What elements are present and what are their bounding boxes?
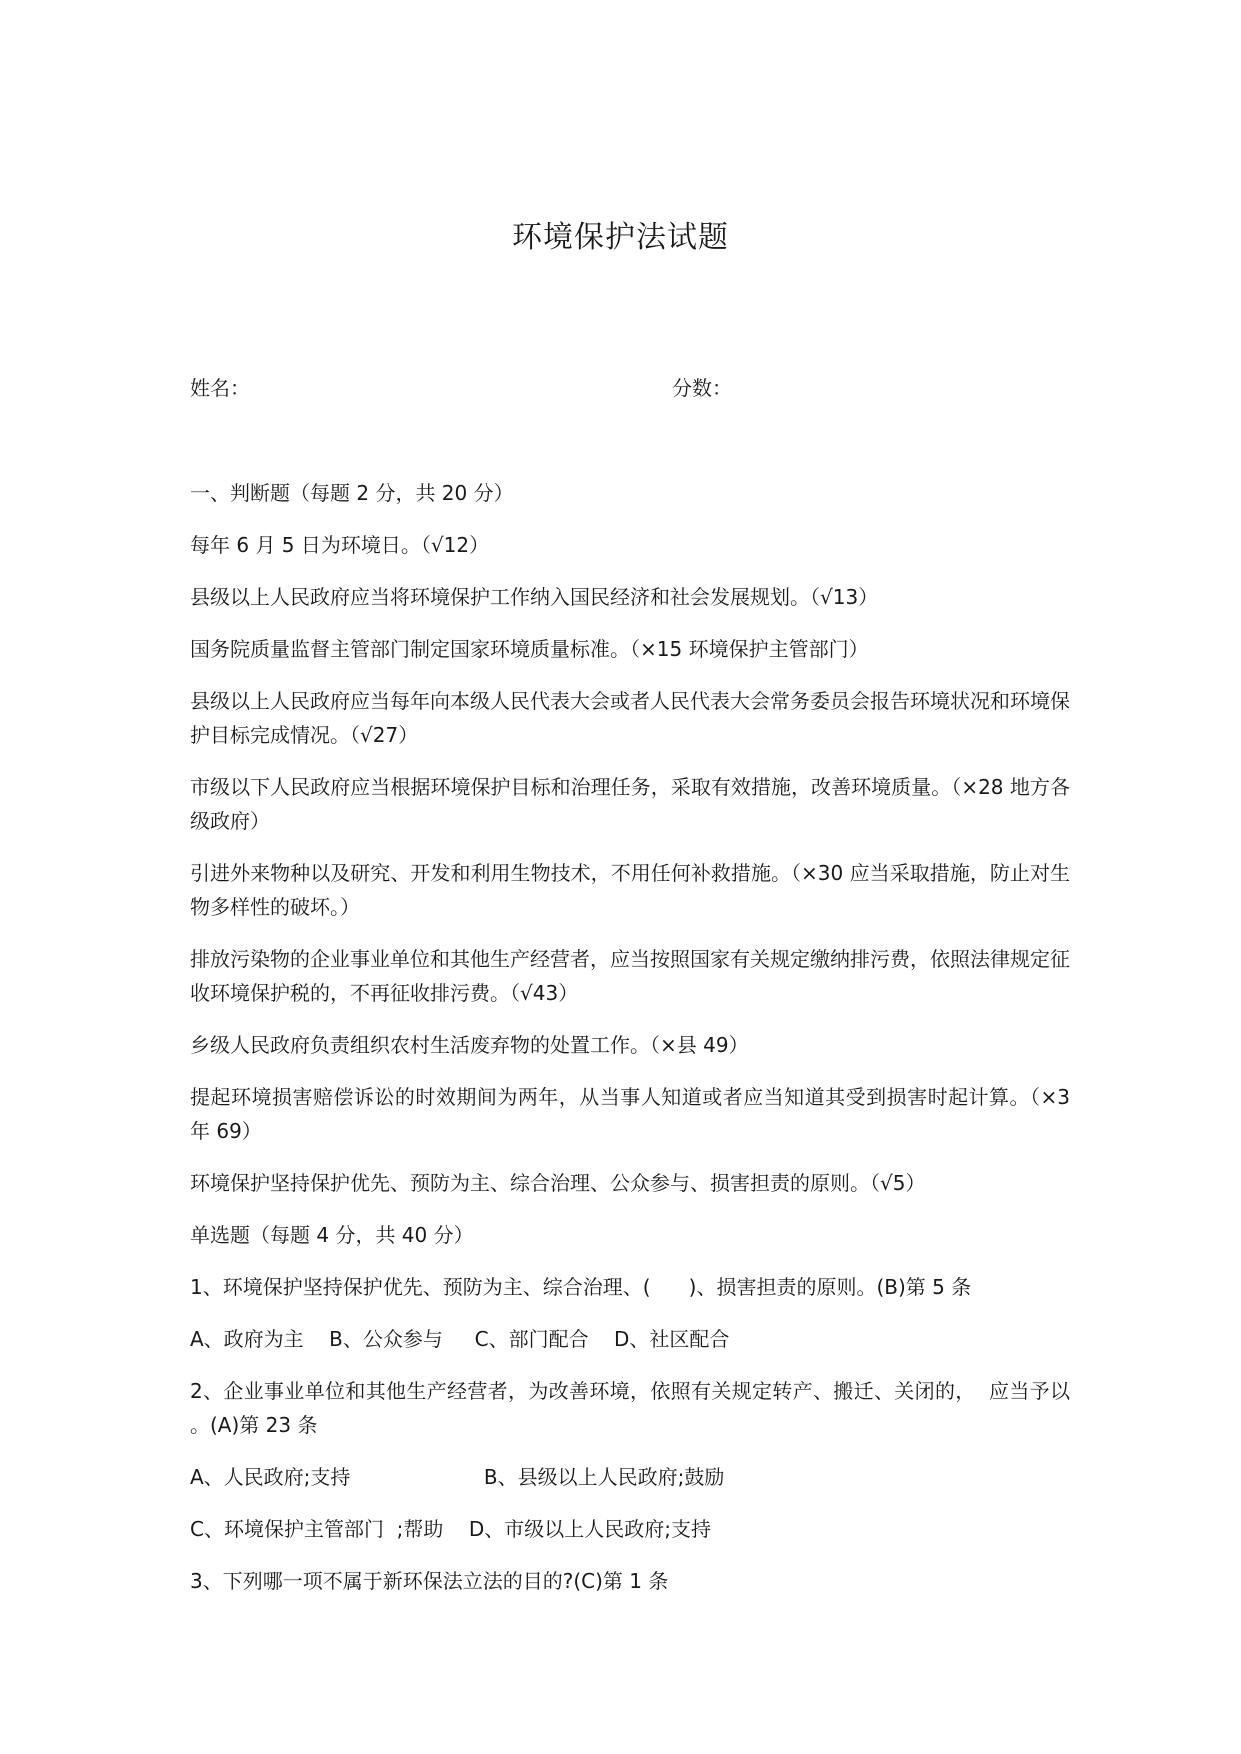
question-stem: 2、企业事业单位和其他生产经营者，为改善环境，依照有关规定转产、搬迁、关闭的， 应当予以 。(A)第 23 条 <box>190 1379 1083 1437</box>
score-label: 分数： <box>672 376 732 400</box>
question-item: 每年 6 月 5 日为环境日。（√12） <box>190 533 490 557</box>
question-item: 市级以下人民政府应当根据环境保护目标和治理任务，采取有效措施，改善环境质量。（×28 地方各级政府） <box>190 775 1070 833</box>
question-stem: 1、环境保护坚持保护优先、预防为主、综合治理、( )、损害担责的原则。(B)第 5 条 <box>190 1275 972 1299</box>
question-item: 环境保护坚持保护优先、预防为主、综合治理、公众参与、损害担责的原则。（√5） <box>190 1171 926 1195</box>
question-item: 国务院质量监督主管部门制定国家环境质量标准。（×15 环境保护主管部门） <box>190 637 869 661</box>
question-options: A、政府为主 B、公众参与 C、部门配合 D、社区配合 <box>190 1327 730 1351</box>
section-heading-true-false: 一、判断题（每题 2 分，共 20 分） <box>190 481 514 505</box>
section-heading-single-choice: 单选题（每题 4 分，共 40 分） <box>190 1223 474 1247</box>
question-stem: 3、下列哪一项不属于新环保法立法的目的?(C)第 1 条 <box>190 1569 669 1593</box>
question-item: 排放污染物的企业事业单位和其他生产经营者，应当按照国家有关规定缴纳排污费，依照法律规定征收环境保护税的，不再征收排污费。（√43） <box>190 947 1070 1005</box>
question-item: 提起环境损害赔偿诉讼的时效期间为两年，从当事人知道或者应当知道其受到损害时起计算。（×3 年 69） <box>190 1085 1077 1143</box>
question-item: 引进外来物种以及研究、开发和利用生物技术，不用任何补救措施。（×30 应当采取措施，防止对生物多样性的破坏。） <box>190 861 1070 919</box>
question-options: C、环境保护主管部门 ;帮助 D、市级以上人民政府;支持 <box>190 1517 711 1541</box>
page-title: 环境保护法试题 <box>512 220 729 255</box>
question-item: 乡级人民政府负责组织农村生活废弃物的处置工作。（×县 49） <box>190 1033 749 1057</box>
question-item: 县级以上人民政府应当每年向本级人民代表大会或者人民代表大会常务委员会报告环境状况和环境保护目标完成情况。（√27） <box>190 689 1070 747</box>
name-label: 姓名： <box>190 376 250 400</box>
question-options: A、人民政府;支持 B、县级以上人民政府;鼓励 <box>190 1465 725 1489</box>
exam-content <box>190 476 1083 1616</box>
question-item: 县级以上人民政府应当将环境保护工作纳入国民经济和社会发展规划。（√13） <box>190 585 879 609</box>
